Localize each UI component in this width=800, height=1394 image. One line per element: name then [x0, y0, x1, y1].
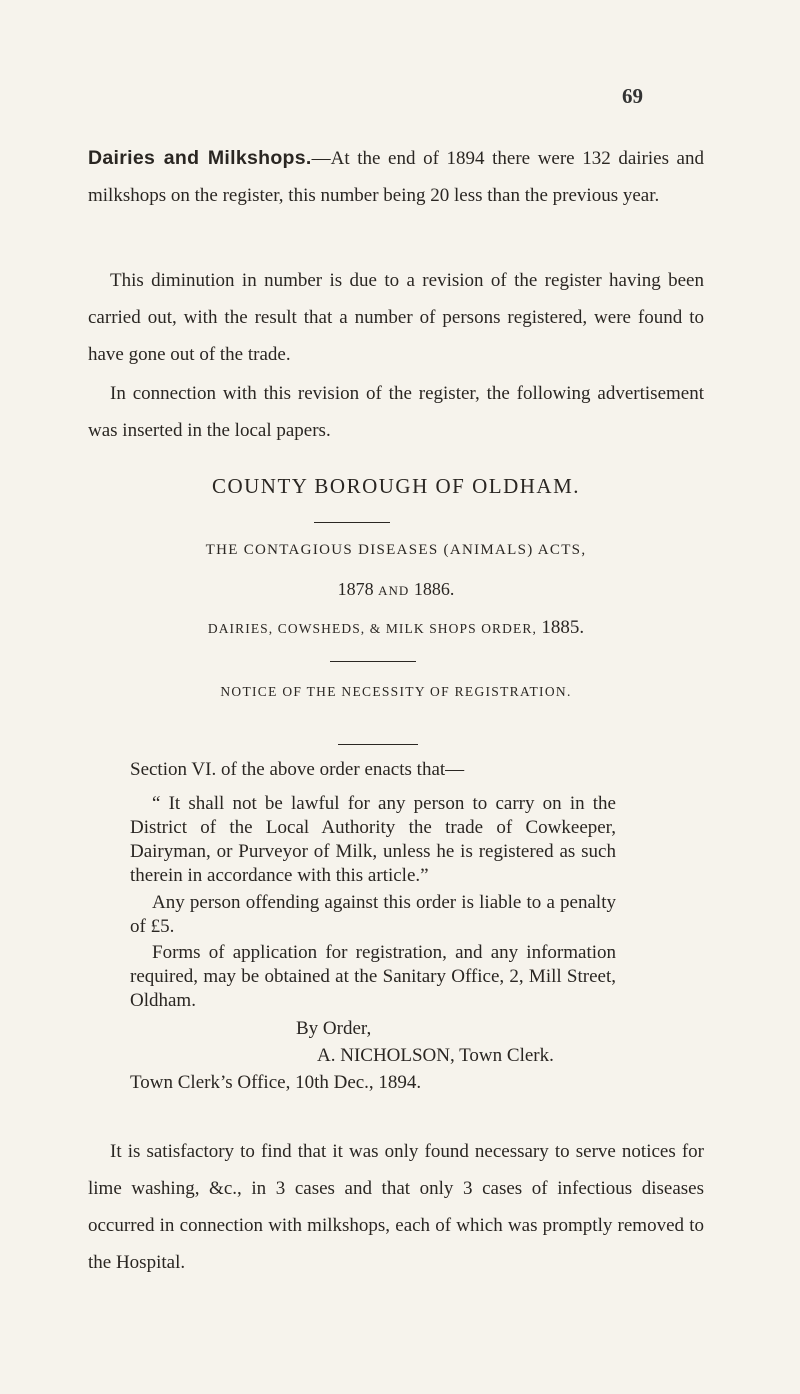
closing-paragraph: It is satisfactory to find that it was only found necessary to serve notices for lime washing, &c., in 3 cases and that only 3 cases of infectious diseases occurred in connection with milkshops, each of which was promptly removed to the Hospital. — [88, 1141, 704, 1273]
ad-penalty: Any person offending against this order is liable to a penalty of £5. — [130, 892, 616, 937]
divider — [338, 744, 418, 745]
page-number: 69 — [622, 84, 643, 108]
intro-paragraph-1-text: —At the end of 1894 there were 132 dairies and milkshops on the register, this number being 20 less than the previous year. — [88, 148, 704, 206]
ad-section-intro: Section VI. of the above order enacts that— — [130, 759, 465, 780]
intro-paragraph-3: In connection with this revision of the register, the following advertisement was inserted in the local papers. — [88, 383, 704, 441]
section-heading: Dairies and Milkshops. — [88, 147, 312, 169]
intro-paragraph-1 — [88, 140, 704, 214]
divider — [314, 522, 390, 523]
ad-forms: Forms of application for registration, and any information required, may be obtained at the Sanitary Office, 2, Mill Street, Oldham. — [130, 942, 616, 1011]
ad-order-year: 1885. — [541, 617, 585, 638]
divider — [330, 661, 416, 662]
ad-years-line — [88, 579, 704, 600]
ad-years-and: AND — [378, 583, 410, 598]
ad-quote: “ It shall not be lawful for any person to carry on in the District of the Local Authority the trade of Cowkeeper, Dairyman, or Purveyor of Milk, unless he is registered as such therein in accordance with this article.” — [130, 793, 616, 886]
ad-signatory: A. NICHOLSON, Town Clerk. — [317, 1045, 554, 1066]
ad-notice-line: NOTICE OF THE NECESSITY OF REGISTRATION. — [220, 684, 572, 699]
ad-order-text: DAIRIES, COWSHEDS, & MILK SHOPS ORDER, — [207, 621, 537, 636]
ad-acts-line: THE CONTAGIOUS DISEASES (ANIMALS) ACTS, — [205, 542, 587, 558]
ad-order-line — [88, 617, 704, 639]
ad-title: COUNTY BOROUGH OF OLDHAM. — [211, 474, 581, 498]
intro-paragraph-2: This diminution in number is due to a revision of the register having been carried out, with the result that a number of persons registered, were found to have gone out of the trade. — [88, 270, 704, 365]
ad-by-order: By Order, — [296, 1018, 372, 1039]
ad-year-start: 1878 — [337, 579, 374, 599]
ad-year-end: 1886. — [413, 579, 455, 599]
ad-office-date: Town Clerk’s Office, 10th Dec., 1894. — [130, 1072, 422, 1093]
